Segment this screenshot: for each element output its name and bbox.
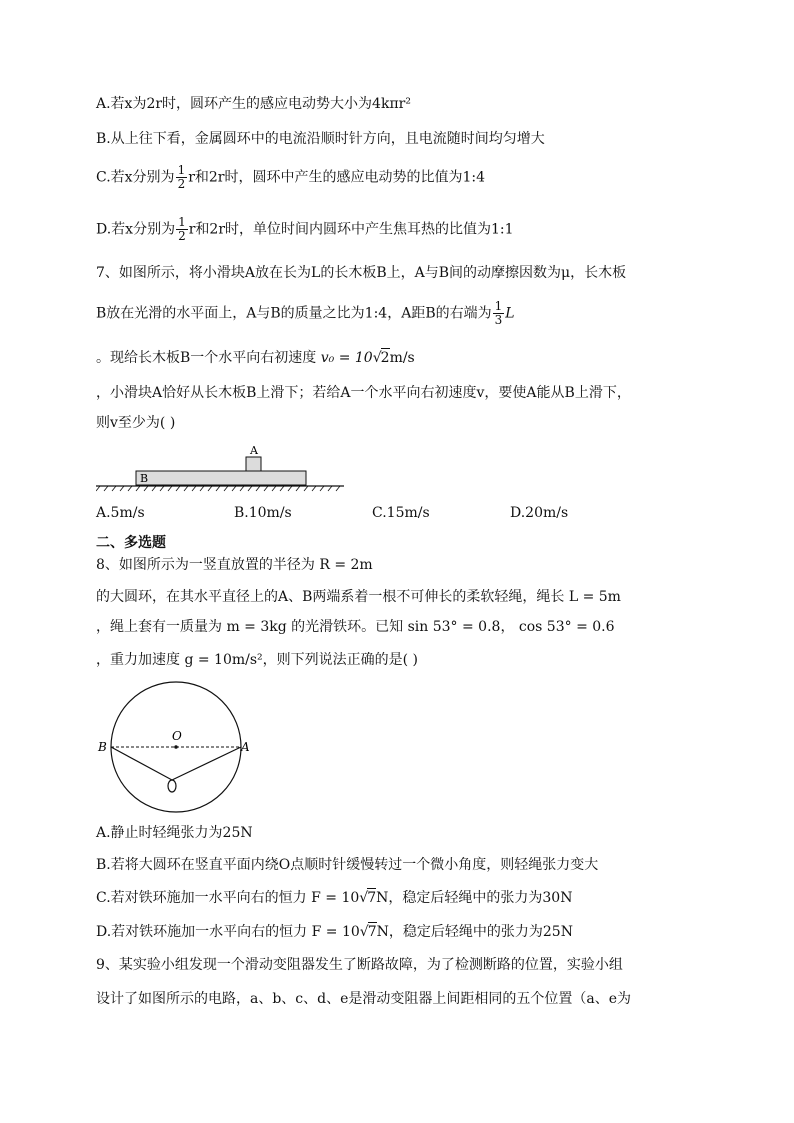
- velocity-unit: m/s: [389, 350, 415, 366]
- q7-option-a: A.5m/s: [96, 505, 145, 521]
- q6-option-d: [96, 216, 514, 243]
- q8-option-c-prefix: C.若对铁环施加一水平向右的恒力 F = 10: [96, 890, 360, 906]
- q8-stem-line-1: 8、如图所示为一竖直放置的半径为 R = 2m: [96, 557, 373, 573]
- q7-stem-line-2: [96, 300, 515, 327]
- q7-stem-line-1: 7、如图所示，将小滑块A放在长为L的长木板B上，A与B间的动摩擦因数为μ，长木板: [96, 265, 627, 281]
- q9-stem-line-1: 9、某实验小组发现一个滑动变阻器发生了断路故障，为了检测断路的位置，实验小组: [96, 957, 623, 973]
- section-heading-multiple-choice: 二、多选题: [96, 535, 166, 551]
- point-a-label: A: [241, 740, 250, 754]
- center-point: [174, 745, 178, 749]
- q8-option-d: D.若对铁环施加一水平向右的恒力 F = 10√7N，稳定后轻绳中的张力为25N: [96, 924, 573, 940]
- q8-option-a: A.静止时轻绳张力为25N: [96, 825, 253, 841]
- sqrt-radicand: 7: [367, 890, 377, 906]
- q6-option-d-suffix: r和2r时，单位时间内圆环中产生焦耳热的比值为1:1: [188, 221, 514, 238]
- fraction-denominator: 2: [177, 177, 186, 191]
- q9-stem-line-2: 设计了如图所示的电路，a、b、c、d、e是滑动变阻器上间距相同的五个位置（a、e为: [96, 991, 632, 1007]
- q6-option-b: B.从上往下看，金属圆环中的电流沿顺时针方向，且电流随时间均匀增大: [96, 131, 545, 147]
- q6-option-c-suffix: r和2r时，圆环中产生的感应电动势的比值为1:4: [188, 169, 486, 186]
- q7-stem-line-3: [96, 348, 415, 368]
- q8-option-b: B.若将大圆环在竖直平面内绕O点顺时针缓慢转过一个微小角度，则轻绳张力变大: [96, 857, 599, 873]
- q6-option-c: [96, 164, 485, 191]
- q6-option-d-prefix: D.若x分别为: [96, 221, 176, 238]
- q7-option-d: D.20m/s: [510, 505, 569, 521]
- fraction-numerator: 1: [177, 163, 186, 177]
- block-a: [246, 457, 261, 471]
- q7-stem-line-4: ，小滑块A恰好从长木板B上滑下；若给A一个水平向右初速度v，要使A能从B上滑下，: [96, 385, 631, 401]
- initial-velocity-formula: v₀ = 10√2m/s: [320, 350, 415, 366]
- fraction-one-third: [493, 300, 505, 327]
- q8-option-d-prefix: D.若对铁环施加一水平向右的恒力 F = 10: [96, 924, 360, 940]
- plank-b-label: B: [140, 472, 149, 485]
- q7-stem-line-5: 则v至少为( ): [96, 415, 176, 431]
- q7-option-b: B.10m/s: [234, 505, 292, 521]
- q8-stem-line-2: 的大圆环，在其水平直径上的A、B两端系着一根不可伸长的柔软轻绳，绳长 L = 5m: [96, 589, 621, 605]
- center-label-o: O: [172, 729, 182, 743]
- length-symbol: L: [505, 305, 515, 322]
- rope: [111, 747, 241, 780]
- fraction-denominator: 3: [494, 313, 503, 327]
- formula-lhs: v₀ = 10: [320, 350, 373, 366]
- q8-stem-line-4: ，重力加速度 g = 10m/s²，则下列说法正确的是( ): [96, 652, 419, 668]
- q8-option-c-suffix: N，稳定后轻绳中的张力为30N: [376, 890, 573, 906]
- fraction-one-half: [176, 216, 188, 243]
- sqrt-radicand: 7: [367, 924, 377, 940]
- fraction-denominator: 2: [178, 229, 186, 243]
- q8-ring-figure: [92, 678, 262, 818]
- q7-option-c: C.15m/s: [372, 505, 430, 521]
- q8-option-c: C.若对铁环施加一水平向右的恒力 F = 10√7N，稳定后轻绳中的张力为30N: [96, 890, 573, 906]
- q8-stem-line-3: ，绳上套有一质量为 m = 3kg 的光滑铁环。已知 sin 53° = 0.8， cos 53° = 0.6: [96, 619, 615, 635]
- iron-ring: [168, 780, 176, 792]
- q7-stem-line-2-text: B放在光滑的水平面上，A与B的质量之比为1:4，A距B的右端为: [96, 305, 492, 322]
- block-a-label: A: [250, 444, 258, 457]
- sqrt-radicand: 2: [380, 350, 390, 366]
- fraction-numerator: 1: [178, 215, 186, 229]
- ground-hatching: [96, 486, 340, 491]
- q6-option-a: A.若x为2r时，圆环产生的感应电动势大小为4kπr²: [96, 96, 411, 112]
- q6-option-c-prefix: C.若x分别为: [96, 169, 175, 186]
- q8-option-d-suffix: N，稳定后轻绳中的张力为25N: [376, 924, 573, 940]
- q7-stem-line-3-text: 。现给长木板B一个水平向右初速度: [96, 350, 317, 366]
- plank-b: [136, 471, 306, 485]
- fraction-numerator: 1: [494, 299, 503, 313]
- point-b-label: B: [98, 740, 107, 754]
- q7-block-plank-figure: [96, 444, 346, 494]
- fraction-one-half: [176, 164, 188, 191]
